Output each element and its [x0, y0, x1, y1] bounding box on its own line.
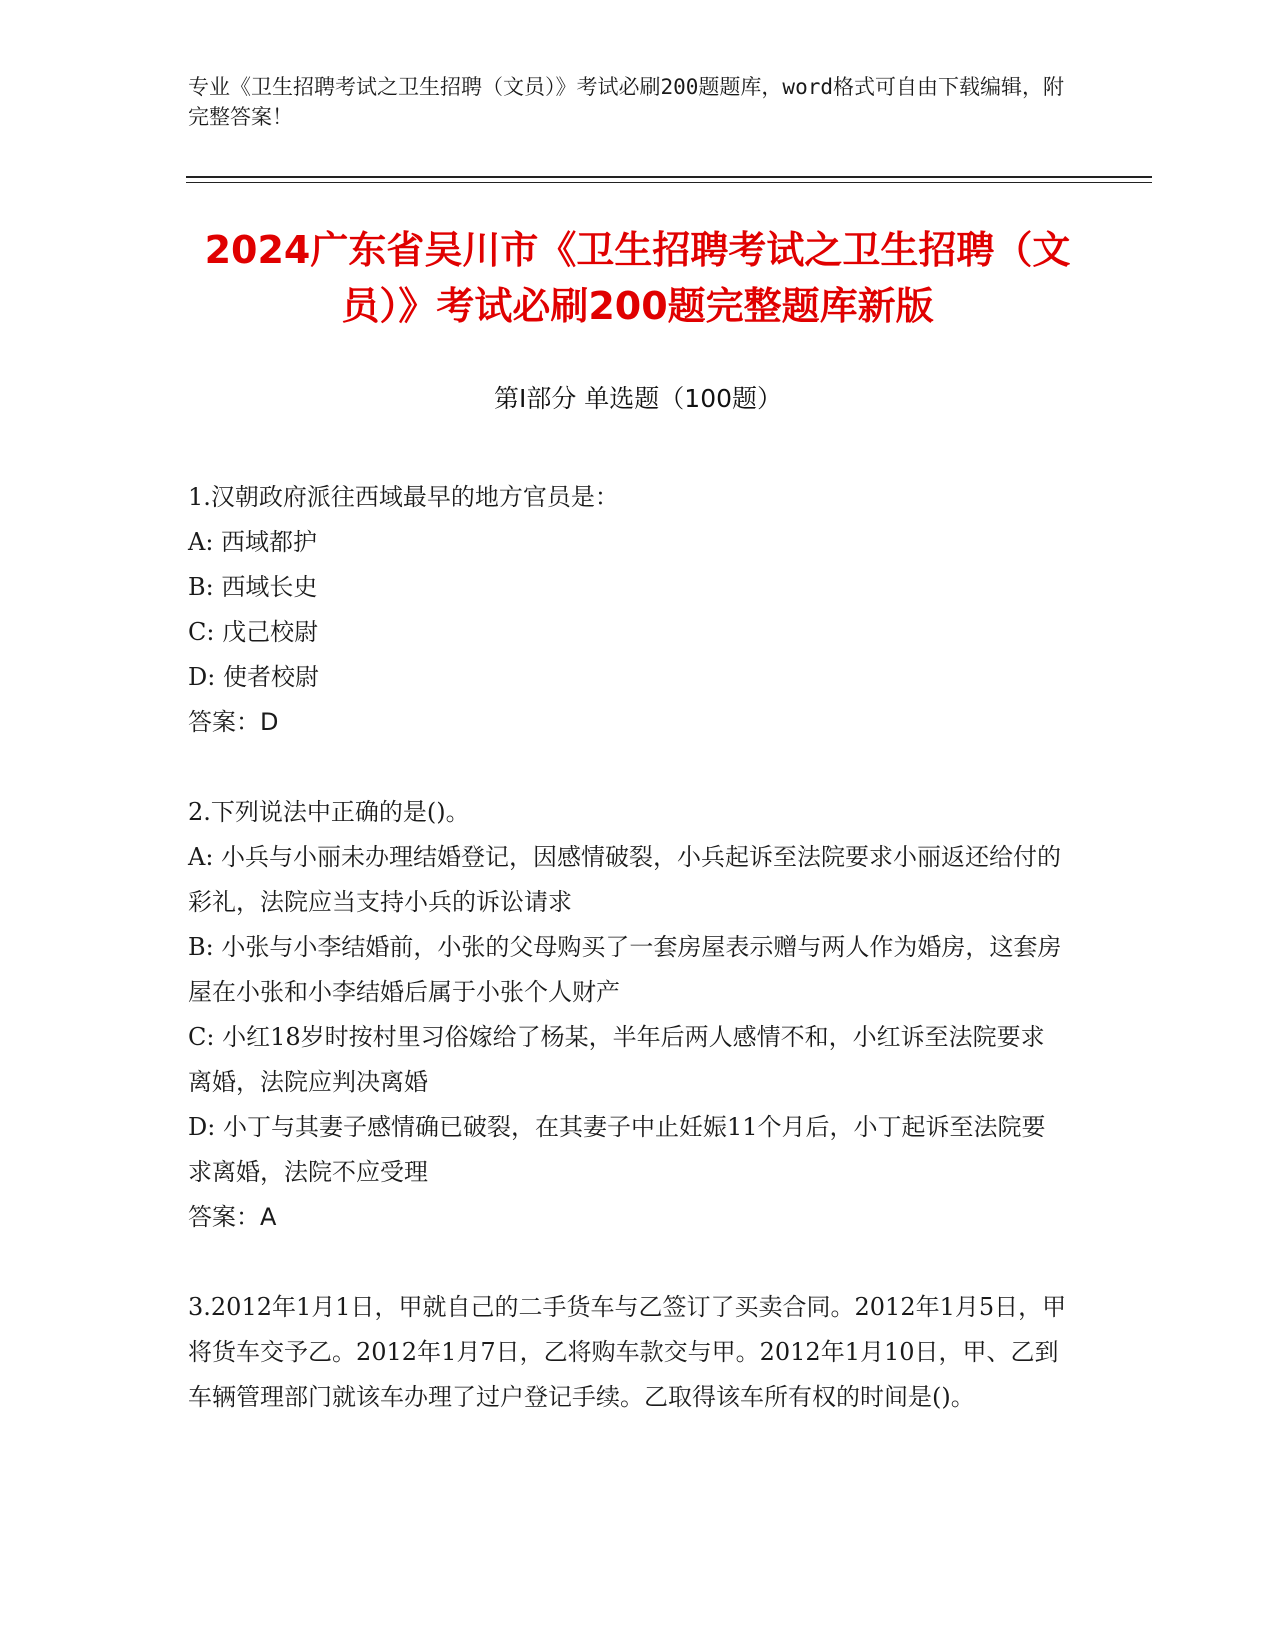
option-b: B: 西域长史	[188, 573, 318, 601]
question-list	[188, 475, 1068, 1465]
option-d: D: 使者校尉	[188, 663, 319, 691]
question-stem: 3.2012年1月1日，甲就自己的二手货车与乙签订了买卖合同。2012年1月5日，甲将货车交予乙。2012年1月7日，乙将购车款交与甲。2012年1月10日，甲、乙到车辆管理部门就该车办理了过户登记手续。乙取得该车所有权的时间是()。	[188, 1293, 1067, 1411]
option-c: C: 小红18岁时按村里习俗嫁给了杨某，半年后两人感情不和，小红诉至法院要求离婚，法院应判决离婚	[188, 1023, 1045, 1096]
question-stem: 1.汉朝政府派往西域最早的地方官员是：	[188, 483, 619, 511]
section-heading: 第I部分 单选题（100题）	[493, 384, 783, 413]
header-divider-thin	[186, 182, 1152, 183]
question-1	[188, 475, 1068, 745]
question-stem: 2.下列说法中正确的是()。	[188, 798, 470, 826]
header-note: 专业《卫生招聘考试之卫生招聘（文员）》考试必刷200题题库，word格式可自由下载编辑，附完整答案！	[188, 75, 1064, 129]
answer-line: 答案：A	[188, 1203, 277, 1231]
answer-line: 答案：D	[188, 708, 279, 736]
question-2	[188, 790, 1068, 1240]
document-title: 2024广东省吴川市《卫生招聘考试之卫生招聘（文员）》考试必刷200题完整题库新版	[204, 228, 1071, 328]
option-b: B: 小张与小李结婚前，小张的父母购买了一套房屋表示赠与两人作为婚房，这套房屋在小张和小李结婚后属于小张个人财产	[188, 933, 1062, 1006]
question-3	[188, 1285, 1068, 1420]
option-a: A: 小兵与小丽未办理结婚登记，因感情破裂，小兵起诉至法院要求小丽返还给付的彩礼，法院应当支持小兵的诉讼请求	[188, 843, 1062, 916]
option-a: A: 西域都护	[188, 528, 318, 556]
option-c: C: 戊己校尉	[188, 618, 319, 646]
option-d: D: 小丁与其妻子感情确已破裂，在其妻子中止妊娠11个月后，小丁起诉至法院要求离婚，法院不应受理	[188, 1113, 1046, 1186]
header-divider-thick	[186, 176, 1152, 178]
